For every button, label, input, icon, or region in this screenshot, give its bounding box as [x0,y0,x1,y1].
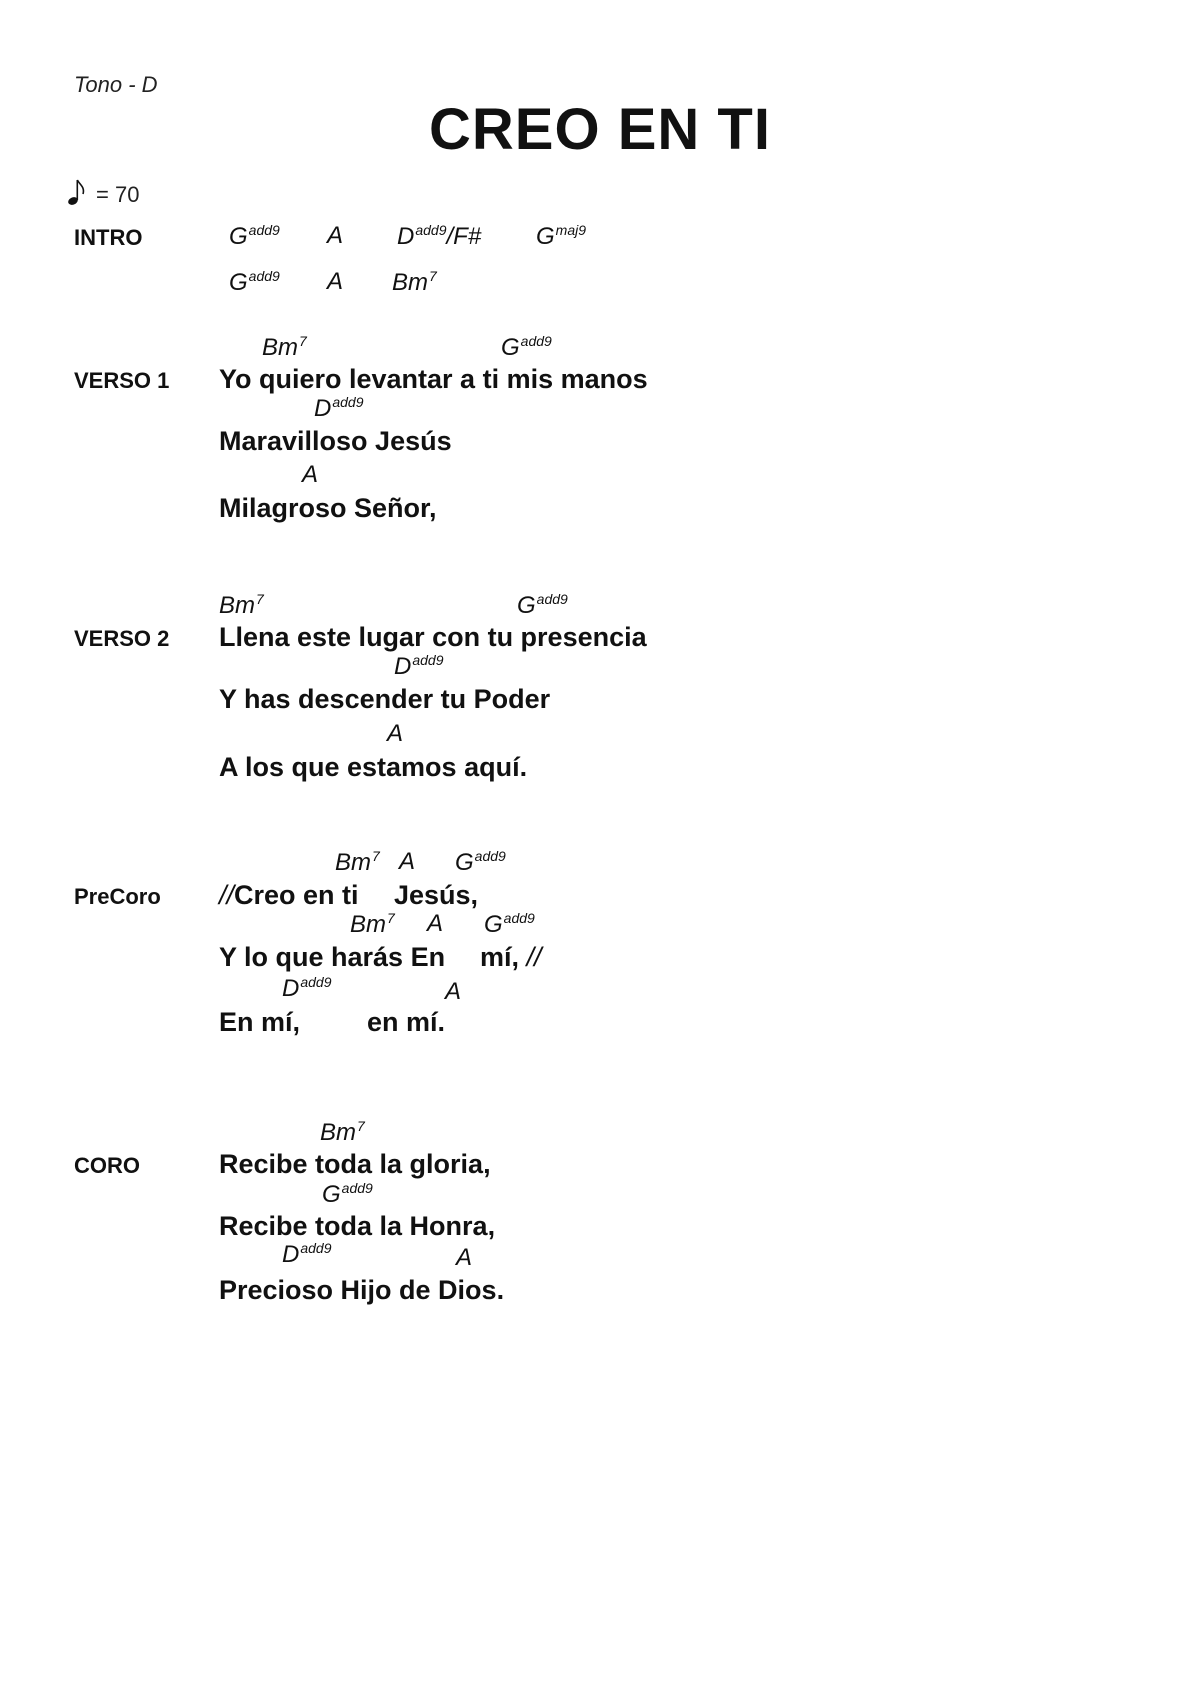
lyric-line: en mí. [367,1007,446,1037]
lyric-line: Recibe toda la gloria, [219,1149,491,1179]
lyric-line: Maravilloso Jesús [219,426,452,456]
chord: A [302,461,319,488]
lyric-line: En mí, [219,1007,301,1037]
chord: A [445,978,462,1005]
lyric-line: Yo quiero levantar a ti mis manos [219,364,648,394]
chord: $G^{add9}$ [501,333,552,361]
chord: Bm$^7$ [392,268,437,296]
section-label-precoro: PreCoro [74,884,161,909]
lyric-line: Jesús, [394,880,479,910]
chord: $G^{add9}$ [322,1180,373,1208]
chord: Bm$^7$ [219,591,264,619]
chord: $G^{add9}$ [517,591,568,619]
chord: $G^{add9}$ [229,222,280,250]
chord: $D^{add9}$ [314,394,364,422]
chord: A [399,848,416,875]
lyric-line: //Creo en ti [219,880,359,910]
chord: $D^{add9}$ [282,974,332,1002]
song-title: CREO EN TI [429,97,771,162]
chord: A [327,268,344,295]
lyric-line: Y has descender tu Poder [219,684,551,714]
eighth-note-icon [68,178,86,206]
tempo-value: = 70 [96,182,140,207]
chord: $G^{maj9}$ [536,222,587,250]
tempo-marking [68,178,139,208]
chord: $G^{add9}$ [455,848,506,876]
key-label: Tono - D [74,72,158,97]
lyric-line: Recibe toda la Honra, [219,1211,496,1241]
chord: $G^{add9}$ [484,910,535,938]
chord: Bm$^7$ [262,333,307,361]
lyric-line: Y lo que harás En [219,942,446,972]
section-label-intro: INTRO [74,225,143,250]
section-label-verso-2: VERSO 2 [74,626,170,651]
chord: Bm$^7$ [350,910,395,938]
chord: $D^{add9}/F\#$ [397,222,482,250]
chord: A [456,1244,473,1271]
lyric-line: Precioso Hijo de Dios. [219,1275,505,1305]
chord: Bm$^7$ [335,848,380,876]
lyric-line: A los que estamos aquí. [219,752,528,782]
chord: Bm$^7$ [320,1118,365,1146]
chord: $D^{add9}$ [394,652,444,680]
chord: $G^{add9}$ [229,268,280,296]
chord: $D^{add9}$ [282,1240,332,1268]
lyric-line: Llena este lugar con tu presencia [219,622,647,652]
section-label-coro: CORO [74,1153,140,1178]
chord: A [427,910,444,937]
section-label-verso-1: VERSO 1 [74,368,170,393]
lyric-line: mí, // [480,942,542,972]
lyric-line: Milagroso Señor, [219,493,437,523]
chord: A [327,222,344,249]
chord: A [387,720,404,747]
